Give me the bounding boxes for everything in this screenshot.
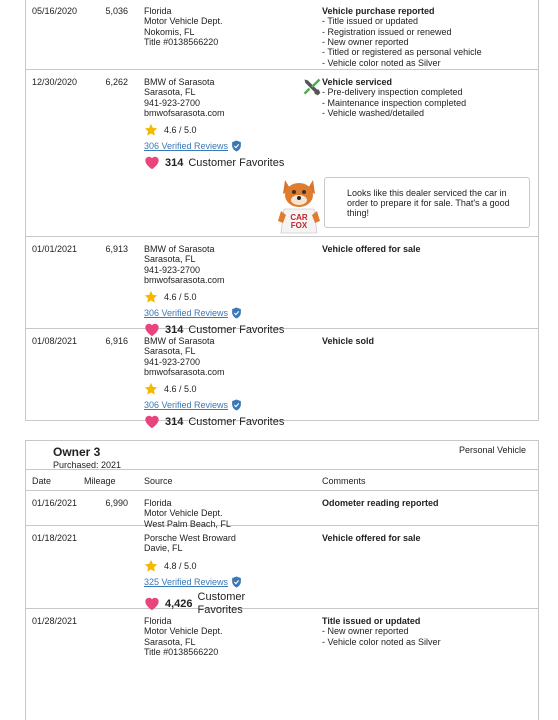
verified-shield-icon: [231, 576, 242, 588]
row-date: 01/18/2021: [32, 533, 78, 543]
source-line: bmwofsarasota.com: [144, 367, 225, 378]
comment-line: - Title issued or updated: [322, 16, 419, 27]
source-line: Motor Vehicle Dept.: [144, 626, 223, 637]
verified-reviews-link[interactable]: 306 Verified Reviews: [144, 400, 229, 411]
row-source: [144, 336, 314, 429]
source-line: Sarasota, FL: [144, 346, 196, 357]
favorites-count: 314: [165, 156, 184, 169]
row-date: 12/30/2020: [32, 77, 78, 87]
source-line: Title #0138566220: [144, 647, 219, 658]
carfox-shirt-line-1: CAR: [290, 213, 308, 222]
favorites-count: 4,426: [165, 597, 193, 610]
row-source: [144, 498, 314, 529]
comment-title: Title issued or updated: [322, 616, 421, 626]
rating-value: 4.6 / 5.0: [164, 292, 197, 303]
source-line: 941-923-2700: [144, 264, 201, 275]
row-date: 05/16/2020: [32, 6, 78, 16]
source-line: Motor Vehicle Dept.: [144, 16, 223, 27]
comment-line: - New owner reported: [322, 37, 409, 48]
verified-reviews: [144, 399, 314, 411]
favorites-count: 314: [165, 323, 184, 336]
verified-shield-icon: [231, 399, 242, 411]
comment-line: - Pre-delivery inspection completed: [322, 87, 463, 98]
owner-purchased: Purchased: 2021: [53, 460, 122, 470]
source-line: Davie, FL: [144, 543, 183, 554]
verified-reviews: [144, 140, 314, 152]
comment-title: Odometer reading reported: [322, 498, 439, 508]
favorites-label: Customer Favorites: [188, 415, 285, 428]
source-line: bmwofsarasota.com: [144, 275, 225, 286]
source-line: Sarasota, FL: [144, 254, 196, 265]
table-row: [26, 237, 538, 336]
row-source: [144, 6, 314, 47]
row-date: 01/01/2021: [32, 244, 78, 254]
dealer-rating: [144, 559, 314, 573]
star-icon: [144, 382, 158, 396]
customer-favorites: [144, 155, 314, 170]
owner-vehicle-type: Personal Vehicle: [458, 445, 526, 455]
rating-value: 4.8 / 5.0: [164, 560, 197, 571]
row-source: [144, 616, 314, 657]
verified-shield-icon: [231, 307, 242, 319]
carfox-mascot-icon: [276, 177, 322, 235]
row-date: 01/16/2021: [32, 498, 78, 508]
comment-title: Vehicle serviced: [322, 77, 393, 87]
verified-reviews: [144, 307, 314, 319]
rating-value: 4.6 / 5.0: [164, 384, 197, 395]
table-row: [26, 329, 538, 428]
carfox-shirt-line-2: FOX: [290, 221, 308, 230]
comment-title: Vehicle sold: [322, 336, 375, 346]
heart-icon: [144, 155, 160, 170]
table-row: [26, 609, 538, 720]
comment-title: Vehicle purchase reported: [322, 6, 435, 16]
comment-line: - Titled or registered as personal vehicle: [322, 47, 482, 58]
row-date: 01/28/2021: [32, 616, 78, 626]
verified-shield-icon: [231, 140, 242, 152]
source-line: West Palm Beach, FL: [144, 518, 231, 529]
row-mileage: 6,262: [105, 77, 128, 87]
row-comments: [322, 77, 537, 118]
dealer-rating: [144, 290, 314, 304]
comment-line: - Vehicle color noted as Silver: [322, 636, 441, 647]
verified-reviews-link[interactable]: 306 Verified Reviews: [144, 141, 229, 152]
row-comments: [322, 533, 537, 543]
owner-title: Owner 3: [53, 445, 101, 459]
dealer-rating: [144, 382, 314, 396]
row-comments: [322, 616, 537, 647]
favorites-count: 314: [165, 415, 184, 428]
header-comments: Comments: [322, 476, 366, 486]
table-row: [26, 526, 538, 616]
row-source: [144, 533, 314, 617]
source-line: Porsche West Broward: [144, 533, 236, 543]
source-line: BMW of Sarasota: [144, 336, 215, 346]
header-mileage: Mileage: [84, 476, 116, 486]
comment-line: - Vehicle color noted as Silver: [322, 57, 441, 68]
comment-line: - Vehicle washed/detailed: [322, 108, 425, 119]
source-line: BMW of Sarasota: [144, 77, 215, 87]
source-line: BMW of Sarasota: [144, 244, 215, 254]
favorites-label: Customer Favorites: [188, 156, 285, 169]
comment-title: Vehicle offered for sale: [322, 244, 421, 254]
verified-reviews: [144, 576, 314, 588]
row-mileage: 6,916: [105, 336, 128, 346]
source-line: bmwofsarasota.com: [144, 108, 225, 119]
dealer-rating: [144, 123, 314, 137]
star-icon: [144, 559, 158, 573]
source-line: Title #0138566220: [144, 37, 219, 48]
star-icon: [144, 123, 158, 137]
favorites-label: Customer Favorites: [188, 323, 285, 336]
header-date: Date: [32, 476, 52, 486]
carfox-speech-bubble: [324, 177, 530, 228]
source-line: Florida: [144, 616, 172, 626]
source-line: 941-923-2700: [144, 356, 201, 367]
heart-icon: [144, 414, 160, 429]
comment-line: - Registration issued or renewed: [322, 26, 452, 37]
verified-reviews-link[interactable]: 306 Verified Reviews: [144, 308, 229, 319]
row-comments: [322, 6, 537, 68]
header-source: Source: [144, 476, 173, 486]
source-line: Sarasota, FL: [144, 636, 196, 647]
source-line: Sarasota, FL: [144, 87, 196, 98]
table-header: [26, 469, 538, 491]
star-icon: [144, 290, 158, 304]
source-line: Nokomis, FL: [144, 26, 195, 37]
table-row: [26, 491, 538, 529]
rating-value: 4.6 / 5.0: [164, 125, 197, 136]
table-row: [26, 70, 538, 237]
row-comments: [322, 498, 537, 508]
source-line: 941-923-2700: [144, 97, 201, 108]
table-row: [26, 0, 538, 70]
source-line: Florida: [144, 498, 172, 508]
favorites-label: Customer Favorites: [197, 590, 246, 616]
customer-favorites: [144, 414, 314, 429]
comment-line: - Maintenance inspection completed: [322, 97, 467, 108]
row-comments: [322, 244, 537, 254]
source-line: Florida: [144, 6, 172, 16]
row-mileage: 6,913: [105, 244, 128, 254]
owner-3-card: [25, 440, 539, 720]
row-comments: [322, 336, 537, 346]
row-mileage: 6,990: [105, 498, 128, 508]
owner-history-card: [25, 0, 539, 428]
row-source: [144, 77, 314, 170]
comment-line: - New owner reported: [322, 626, 409, 637]
carfox-note: Looks like this dealer serviced the car in order to prepare it for sale. That's a good thing!: [347, 188, 510, 218]
row-source: [144, 244, 314, 337]
source-line: Motor Vehicle Dept.: [144, 508, 223, 519]
row-mileage: 5,036: [105, 6, 128, 16]
row-date: 01/08/2021: [32, 336, 78, 346]
wrench-screwdriver-icon: [302, 77, 322, 97]
verified-reviews-link[interactable]: 325 Verified Reviews: [144, 576, 229, 587]
comment-title: Vehicle offered for sale: [322, 533, 421, 543]
